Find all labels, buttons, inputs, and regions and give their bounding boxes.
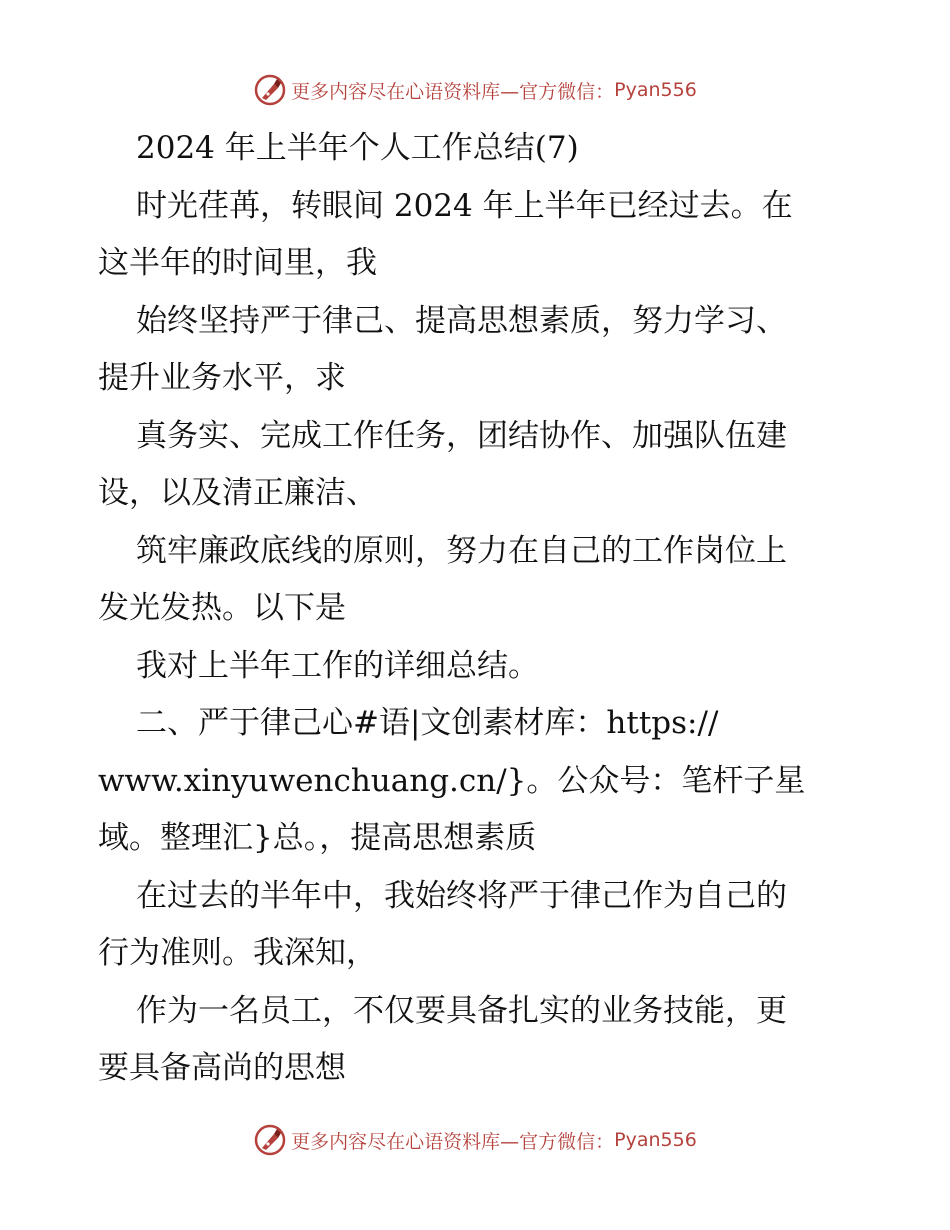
pen-nib-logo-icon [253, 73, 287, 107]
text-line: 这半年的时间里，我 [98, 245, 377, 281]
text-line: www.xinyuwenchuang.cn/}。公众号：笔杆子星 [98, 762, 806, 799]
section-heading: 二、严于律己心#语|文创素材库：https:// [136, 705, 719, 741]
text-line: 提升业务水平，求 [98, 360, 346, 396]
header-wechat-id: Pyan556 [614, 79, 697, 101]
header-banner-text: 更多内容尽在心语资料库—官方微信： [291, 80, 615, 103]
text-line: 行为准则。我深知， [98, 935, 377, 971]
text-line: 筑牢廉政底线的原则，努力在自己的工作岗位上 [136, 532, 787, 569]
text-line: 设，以及清正廉洁、 [98, 475, 377, 511]
header-banner [0, 70, 950, 110]
text-line: 作为一名员工，不仅要具备扎实的业务技能，更 [136, 992, 787, 1029]
text-line: 真务实、完成工作任务，团结协作、加强队伍建 [136, 417, 787, 454]
pen-nib-logo-icon [253, 1123, 287, 1157]
text-line: 发光发热。以下是 [98, 590, 346, 626]
text-line: 时光荏苒，转眼间 2024 年上半年已经过去。在 [136, 187, 793, 224]
document-title: 2024 年上半年个人工作总结(7) [136, 130, 579, 166]
text-line: 我对上半年工作的详细总结。 [136, 647, 539, 684]
text-line: 始终坚持严于律己、提高思想素质，努力学习、 [136, 302, 787, 339]
text-line: 在过去的半年中，我始终将严于律己作为自己的 [136, 877, 787, 914]
document-body [98, 120, 858, 1098]
text-line: 要具备高尚的思想 [98, 1050, 346, 1086]
footer-banner [0, 1120, 950, 1160]
footer-wechat-id: Pyan556 [614, 1129, 697, 1151]
footer-banner-text: 更多内容尽在心语资料库—官方微信： [291, 1130, 615, 1153]
text-line: 域。整理汇}总。，提高思想素质 [98, 820, 537, 856]
